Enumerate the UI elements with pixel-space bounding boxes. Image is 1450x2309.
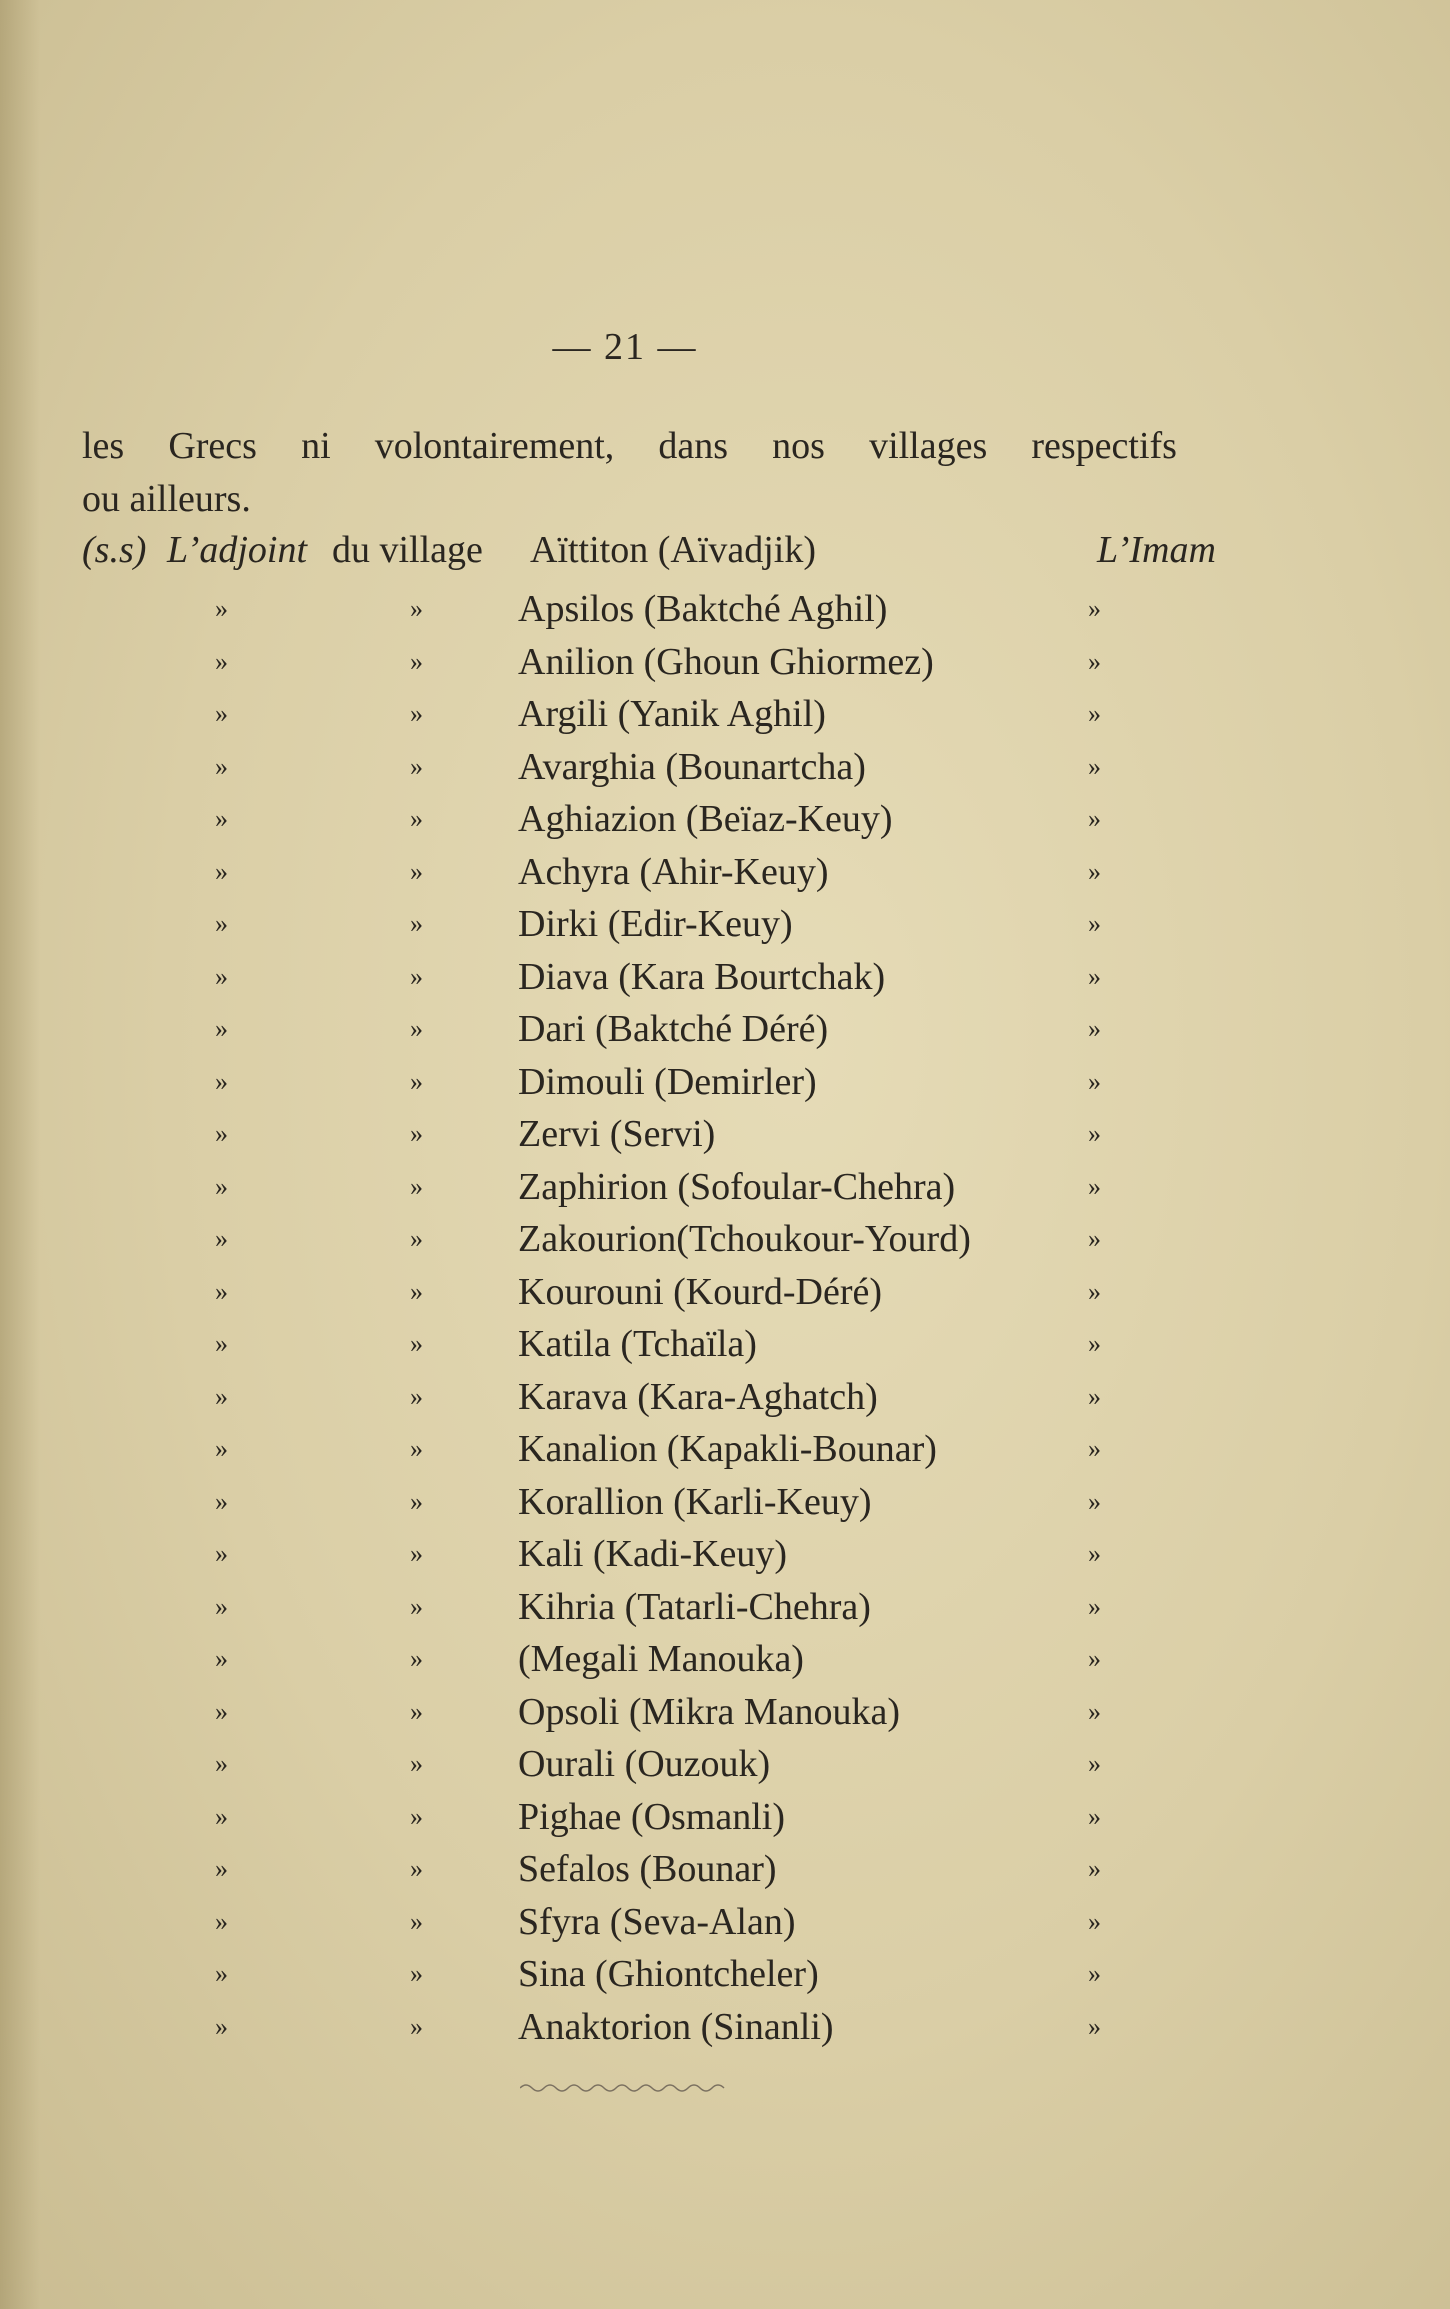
village-name: Dirki (Edir-Keuy) xyxy=(518,903,793,945)
ditto-mark-imam: » xyxy=(1088,1539,1101,1568)
village-row xyxy=(0,1213,1450,1266)
ditto-mark-imam: » xyxy=(1088,699,1101,728)
ditto-mark-imam: » xyxy=(1088,1696,1101,1726)
village-name: Opsoli (Mikra Manouka) xyxy=(518,1690,901,1733)
ditto-mark-adjoint: » xyxy=(215,751,228,781)
village-row xyxy=(0,1843,1450,1896)
ditto-mark-imam: » xyxy=(1088,909,1101,938)
ditto-mark-imam: » xyxy=(1088,1014,1101,1043)
ditto-mark-village: » xyxy=(410,1854,423,1883)
village-name: Dari (Baktché Déré) xyxy=(518,1008,829,1050)
village-row xyxy=(0,1791,1450,1844)
ditto-mark-village: » xyxy=(410,1014,423,1043)
village-row xyxy=(0,1476,1450,1529)
village-name: Zervi (Servi) xyxy=(518,1113,716,1155)
village-row xyxy=(0,1896,1450,1949)
ditto-mark-imam: » xyxy=(1088,1329,1101,1358)
village-name: Dimouli (Demirler) xyxy=(518,1060,817,1103)
village-name: Kihria (Tatarli-Chehra) xyxy=(518,1585,871,1628)
village-name: Avarghia (Bounartcha) xyxy=(518,745,866,788)
village-row xyxy=(0,1423,1450,1476)
ditto-mark-adjoint: » xyxy=(215,1381,228,1411)
ditto-mark-village: » xyxy=(410,1749,423,1778)
ditto-mark-adjoint: » xyxy=(215,1644,228,1673)
ditto-mark-adjoint: » xyxy=(215,594,228,623)
village-row xyxy=(0,1371,1450,1424)
ditto-mark-village: » xyxy=(410,1591,423,1621)
ditto-mark-imam: » xyxy=(1088,1959,1101,1988)
village-row xyxy=(0,1056,1450,1109)
ditto-mark-village: » xyxy=(410,961,423,991)
ditto-mark-village: » xyxy=(410,1381,423,1411)
ditto-mark-imam: » xyxy=(1088,646,1101,676)
ditto-mark-imam: » xyxy=(1088,751,1101,781)
ditto-mark-imam: » xyxy=(1088,1486,1101,1516)
ditto-mark-village: » xyxy=(410,1801,423,1831)
village-row xyxy=(0,898,1450,951)
ditto-mark-adjoint: » xyxy=(215,1119,228,1148)
ditto-mark-village: » xyxy=(410,2011,423,2041)
paragraph xyxy=(82,420,1182,526)
ditto-mark-imam: » xyxy=(1088,594,1101,623)
ditto-mark-adjoint: » xyxy=(215,1591,228,1621)
village-row xyxy=(0,1003,1450,1056)
ditto-mark-adjoint: » xyxy=(215,961,228,991)
village-name: Anaktorion (Sinanli) xyxy=(518,2005,834,2048)
paragraph-word: respectifs xyxy=(1031,425,1177,467)
village-row xyxy=(0,1266,1450,1319)
paragraph-line-2: ou ailleurs. xyxy=(82,478,251,520)
ditto-mark-village: » xyxy=(410,594,423,623)
village-row xyxy=(0,1318,1450,1371)
ditto-mark-village: » xyxy=(410,1906,423,1936)
ditto-mark-village: » xyxy=(410,1696,423,1726)
ditto-mark-imam: » xyxy=(1088,2011,1101,2041)
ditto-mark-imam: » xyxy=(1088,1276,1101,1306)
ditto-mark-adjoint: » xyxy=(215,1014,228,1043)
village-name: Katila (Tchaïla) xyxy=(518,1323,757,1365)
village-row xyxy=(0,1108,1450,1161)
village-name: Kanalion (Kapakli-Bounar) xyxy=(518,1428,937,1470)
signature-header xyxy=(82,528,1216,582)
paragraph-word: volontairement, xyxy=(374,425,615,467)
village-name: Diava (Kara Bourtchak) xyxy=(518,955,886,998)
ditto-mark-imam: » xyxy=(1088,1066,1101,1096)
ditto-mark-village: » xyxy=(410,804,423,833)
village-row xyxy=(0,583,1450,636)
village-row xyxy=(0,1948,1450,2001)
village-name: Karava (Kara-Aghatch) xyxy=(518,1375,878,1418)
ditto-mark-imam: » xyxy=(1088,804,1101,833)
village-row xyxy=(0,1686,1450,1739)
village-row xyxy=(0,741,1450,794)
village-list xyxy=(0,583,1450,2053)
village-name: Kourouni (Kourd-Déré) xyxy=(518,1270,883,1313)
ditto-mark-imam: » xyxy=(1088,1224,1101,1253)
village-name: Aghiazion (Beïaz-Keuy) xyxy=(518,798,893,840)
ditto-mark-adjoint: » xyxy=(215,804,228,833)
village-row xyxy=(0,793,1450,846)
ditto-mark-village: » xyxy=(410,1276,423,1306)
ditto-mark-adjoint: » xyxy=(215,2011,228,2041)
paragraph-word: Grecs xyxy=(168,425,257,467)
paragraph-word: les xyxy=(82,425,125,467)
village-name: Kali (Kadi-Keuy) xyxy=(518,1533,788,1575)
village-row xyxy=(0,636,1450,689)
ditto-mark-village: » xyxy=(410,856,423,886)
paragraph-line-1 xyxy=(82,420,1177,473)
ditto-mark-imam: » xyxy=(1088,856,1101,886)
ditto-mark-adjoint: » xyxy=(215,856,228,886)
village-row xyxy=(0,1528,1450,1581)
village-row xyxy=(0,1161,1450,1214)
ditto-mark-imam: » xyxy=(1088,1906,1101,1936)
paragraph-word: villages xyxy=(869,425,988,467)
village-name: Korallion (Karli-Keuy) xyxy=(518,1480,872,1523)
ditto-mark-village: » xyxy=(410,1224,423,1253)
ditto-mark-adjoint: » xyxy=(215,1329,228,1358)
ditto-mark-adjoint: » xyxy=(215,1959,228,1988)
ditto-mark-imam: » xyxy=(1088,1749,1101,1778)
ditto-mark-imam: » xyxy=(1088,1381,1101,1411)
ditto-mark-village: » xyxy=(410,1066,423,1096)
ditto-mark-imam: » xyxy=(1088,1854,1101,1883)
ditto-mark-adjoint: » xyxy=(215,1276,228,1306)
ditto-mark-imam: » xyxy=(1088,1644,1101,1673)
village-name: Apsilos (Baktché Aghil) xyxy=(518,588,888,630)
ditto-mark-village: » xyxy=(410,1171,423,1201)
village-row xyxy=(0,1633,1450,1686)
village-name: Argili (Yanik Aghil) xyxy=(518,693,826,735)
village-row xyxy=(0,1738,1450,1791)
ditto-mark-village: » xyxy=(410,1119,423,1148)
village-name: Anilion (Ghoun Ghiormez) xyxy=(518,640,934,683)
ditto-mark-adjoint: » xyxy=(215,699,228,728)
village-row xyxy=(0,2001,1450,2054)
ditto-mark-imam: » xyxy=(1088,1591,1101,1621)
ditto-mark-village: » xyxy=(410,1959,423,1988)
ditto-mark-adjoint: » xyxy=(215,1801,228,1831)
ditto-mark-imam: » xyxy=(1088,1801,1101,1831)
ditto-mark-imam: » xyxy=(1088,1171,1101,1201)
village-row xyxy=(0,1581,1450,1634)
ditto-mark-adjoint: » xyxy=(215,1224,228,1253)
signature-abbrev: (s.s) xyxy=(82,529,147,571)
ditto-mark-adjoint: » xyxy=(215,1539,228,1568)
village-name: Sefalos (Bounar) xyxy=(518,1848,777,1890)
village-name: Achyra (Ahir-Keuy) xyxy=(518,850,829,893)
paragraph-word: dans xyxy=(658,425,729,467)
ditto-mark-imam: » xyxy=(1088,1119,1101,1148)
ditto-mark-adjoint: » xyxy=(215,1171,228,1201)
ditto-mark-imam: » xyxy=(1088,961,1101,991)
ditto-mark-adjoint: » xyxy=(215,1749,228,1778)
ditto-mark-adjoint: » xyxy=(215,1854,228,1883)
ditto-mark-imam: » xyxy=(1088,1434,1101,1463)
ditto-mark-village: » xyxy=(410,1434,423,1463)
ditto-mark-village: » xyxy=(410,1329,423,1358)
du-village-label: du village xyxy=(332,529,483,571)
ditto-mark-village: » xyxy=(410,909,423,938)
village-name: Pighae (Osmanli) xyxy=(518,1795,786,1838)
ditto-mark-adjoint: » xyxy=(215,1696,228,1726)
ornamental-divider xyxy=(520,2078,730,2098)
village-name: Zaphirion (Sofoular-Chehra) xyxy=(518,1165,956,1208)
imam-label: L’Imam xyxy=(1097,529,1216,571)
village-name: (Megali Manouka) xyxy=(518,1638,804,1680)
ditto-mark-adjoint: » xyxy=(215,1906,228,1936)
ditto-mark-adjoint: » xyxy=(215,1066,228,1096)
village-row xyxy=(0,688,1450,741)
page-number: — 21 — xyxy=(552,326,698,368)
village-name: Aïttiton (Aïvadjik) xyxy=(530,529,817,571)
village-name: Ourali (Ouzouk) xyxy=(518,1743,771,1785)
ditto-mark-adjoint: » xyxy=(215,909,228,938)
ditto-mark-village: » xyxy=(410,699,423,728)
ditto-mark-village: » xyxy=(410,751,423,781)
village-row xyxy=(0,846,1450,899)
village-name: Zakourion(Tchoukour-Yourd) xyxy=(518,1218,971,1260)
ditto-mark-village: » xyxy=(410,646,423,676)
ditto-mark-adjoint: » xyxy=(215,1434,228,1463)
village-row xyxy=(0,951,1450,1004)
paragraph-word: ni xyxy=(301,425,331,467)
village-name: Sina (Ghiontcheler) xyxy=(518,1953,819,1995)
ditto-mark-adjoint: » xyxy=(215,646,228,676)
ditto-mark-village: » xyxy=(410,1644,423,1673)
ditto-mark-adjoint: » xyxy=(215,1486,228,1516)
ditto-mark-village: » xyxy=(410,1486,423,1516)
paragraph-word: nos xyxy=(772,425,825,467)
ditto-mark-village: » xyxy=(410,1539,423,1568)
adjoint-label: L’adjoint xyxy=(167,529,308,571)
village-name: Sfyra (Seva-Alan) xyxy=(518,1900,796,1943)
